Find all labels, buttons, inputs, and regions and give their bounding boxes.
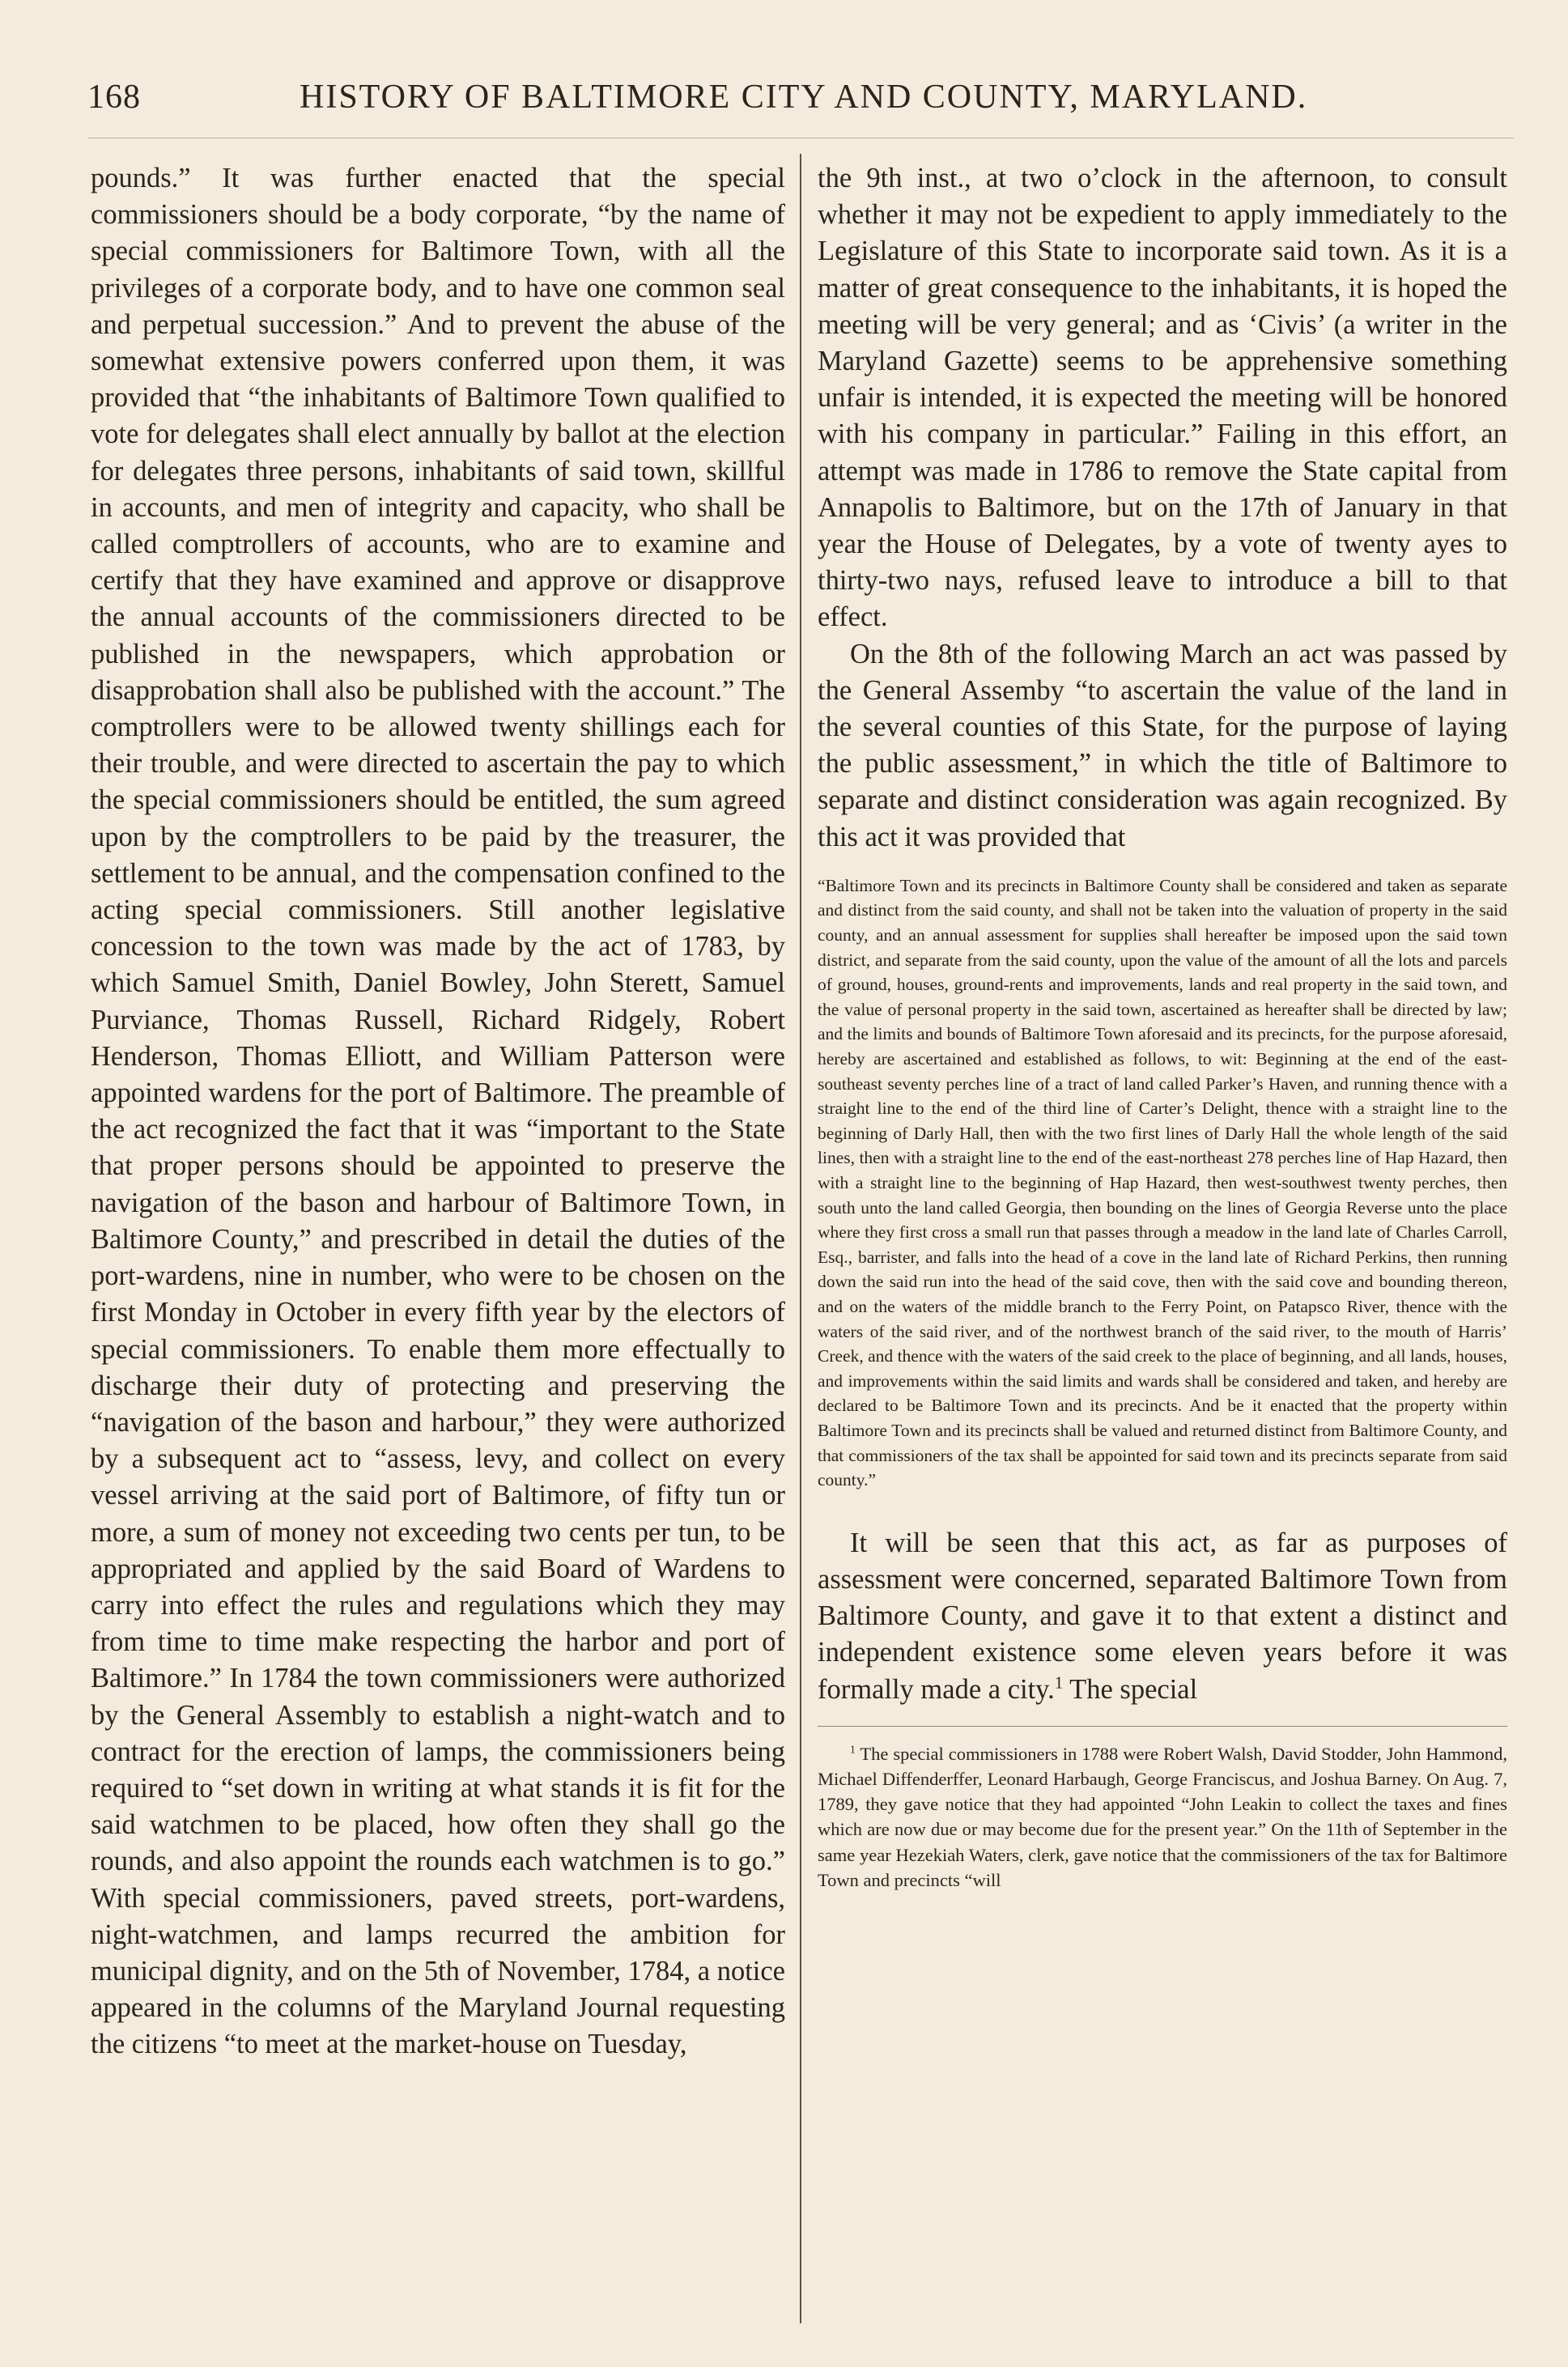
footnote-number: 1 xyxy=(850,1743,856,1756)
footnote-reference: 1 xyxy=(1054,1674,1064,1693)
left-column xyxy=(91,160,785,2063)
left-column-paragraph: pounds.” It was further enacted that the special commissioners should be a body corporate, “by the name of special commissioners for Baltimore Town, with all the privileges of a corporate body, and to have one common seal and perpetual succession.” And to prevent the abuse of the somewhat extensive powers conferred upon them, it was provided that “the inhabitants of Baltimore Town qualified to vote for delegates shall elect annually by ballot at the election for delegates three persons, inhabitants of said town, skillful in accounts, and men of integrity and capacity, who shall be called comptrollers of accounts, who are to examine and certify that they have examined and approve or disapprove the annual accounts of the commissioners directed to be published in the newspapers, which approbation or disapprobation shall also be published with the account.” The comptrollers were to be allowed twenty shillings each for their trouble, and were directed to ascertain the pay to which the special commissioners should be entitled, the sum agreed upon by the comptrollers to be paid by the treasurer, the settlement to be annual, and the compensation confined to the acting special commissioners. Still another legislative concession to the town was made by the act of 1783, by which Samuel Smith, Daniel Bowley, John Sterett, Samuel Purviance, Thomas Russell, Richard Ridgely, Robert Henderson, Thomas Elliott, and William Patterson were appointed wardens for the port of Baltimore. The preamble of the act recognized the fact that it was “important to the State that proper persons should be appointed to preserve the navigation of the bason and harbour of Baltimore Town, in Baltimore County,” and prescribed in detail the duties of the port-wardens, nine in number, who were to be chosen on the first Monday in October in every fifth year by the electors of special commissioners. To enable them more effectually to discharge their duty of protecting and preserving the “navigation of the bason and harbour,” they were authorized by a subsequent act to “assess, levy, and collect on every vessel arriving at the said port of Baltimore, of fifty tun or more, a sum of money not exceeding two cents per tun, to be appropriated and applied by the said Board of Wardens to carry into effect the rules and regulations which they may from time to time make respecting the harbor and port of Baltimore.” In 1784 the town commissioners were authorized by the General Assembly to establish a night-watch and to contract for the erection of lamps, the commissioners being required to “set down in writing at what stands it is fit for the said watchmen to be placed, how often they shall go the rounds, and also appoint the rounds each watchmen is to go.” With special commissioners, paved streets, port-wardens, night-watchmen, and lamps recurred the ambition for municipal dignity, and on the 5th of November, 1784, a notice appeared in the columns of the Maryland Journal requesting the citizens “to meet at the market-house on Tuesday, xyxy=(91,163,785,2060)
right-paragraph-3-tail: The special xyxy=(1063,1673,1198,1705)
right-paragraph-1: the 9th inst., at two o’clock in the afternoon, to consult whether it may not be expedient to apply immediately to the Legislature of this State to incorporate said town. As it is a matter of great consequence to the inhabitants, it is hoped the meeting will be very general; and as ‘Civis’ (a writer in the Maryland Gazette) seems to be apprehensive something unfair is intended, it is expected the meeting will be honored with his company in particular.” Failing in this effort, an attempt was made in 1786 to remove the State capital from Annapolis to Baltimore, but on the 17th of January in that year the House of Delegates, by a vote of twenty ayes to thirty-two nays, refused leave to introduce a bill to that effect. xyxy=(818,163,1507,633)
running-title: HISTORY OF BALTIMORE CITY AND COUNTY, MARYLAND. xyxy=(300,79,1308,116)
act-quotation: “Baltimore Town and its precincts in Baltimore County shall be considered and taken as separate and distinct from the said county, and shall not be taken into the valuation of property in the said county, and an annual assessment for supplies shall hereafter be imposed upon the said town district, and separate from the said county, upon the value of the amount of all the lots and parcels of ground, houses, ground-rents and improvements, lands and real property in the said town, and the value of personal property in the said town, ascertained as hereafter shall be directed by law; and the limits and bounds of Baltimore Town aforesaid and its precincts, for the purpose aforesaid, hereby are ascertained and established as follows, to wit: Beginning at the end of the east-southeast seventy perches line of a tract of land called Parker’s Haven, and running thence with a straight line to the end of the third line of Carter’s Delight, thence with a straight line to the beginning of Darly Hall, then with the two first lines of Darly Hall the whole length of the said lines, then with a straight line to the end of the east-northeast 278 perches line of Hap Hazard, then with a straight line to the beginning of Hap Hazard, then west-southwest twenty perches, then south unto the land called Georgia, then bounding on the lines of Georgia Reverse unto the place where they first cross a small run that passes through a meadow in the land late of Charles Carroll, Esq., barrister, and falls into the head of a cove in the land late of Richard Perkins, then running down the said run into the head of the said cove, then with the said cove and bounding thereon, and on the waters of the middle branch to the Ferry Point, on Patapsco River, thence with the waters of the said river, and of the northwest branch of the said river, to the mouth of Harris’ Creek, and thence with the waters of the said creek to the place of beginning, and all lands, houses, and improvements within the said limits and wards shall be considered and taken, and hereby are declared to be Baltimore Town and its precincts. And be it enacted that the property within Baltimore Town and its precincts shall be valued and returned distinct from Baltimore County, and that commissioners of the tax shall be appointed for said town and its precincts separate from said county.” xyxy=(818,875,1507,1490)
footnote-text: The special commissioners in 1788 were Robert Walsh, David Stodder, John Hammond, Michael Diffenderffer, Leonard Harbaugh, George Franciscus, and Joshua Barney. On Aug. 7, 1789, they gave notice that they had appointed “John Leakin to collect the taxes and fines which are now due or may become due for the present year.” On the 11th of September in the same year Hezekiah Waters, clerk, gave notice that the commissioners of the tax for Baltimore Town and precincts “will xyxy=(818,1743,1507,1890)
page-number: 168 xyxy=(87,79,141,116)
right-paragraph-3 xyxy=(818,1525,1507,1708)
footnote xyxy=(818,1741,1507,1893)
footnote-rule xyxy=(818,1726,1507,1727)
right-paragraph-3-text: It will be seen that this act, as far as purposes of assessment were concerned, separated Baltimore Town from Baltimore County, and gave it to that extent a distinct and independent existence some eleven years before it was formally made a city. xyxy=(818,1527,1507,1705)
right-column xyxy=(818,160,1507,1893)
right-paragraph-2: On the 8th of the following March an act was passed by the General Assemby “to ascertain the value of the land in the several counties of this State, for the purpose of laying the public assessment,” in which the title of Baltimore to separate and distinct consideration was again recognized. By this act it was provided that xyxy=(818,638,1507,852)
column-divider xyxy=(800,154,801,2323)
page-header xyxy=(87,78,1514,126)
